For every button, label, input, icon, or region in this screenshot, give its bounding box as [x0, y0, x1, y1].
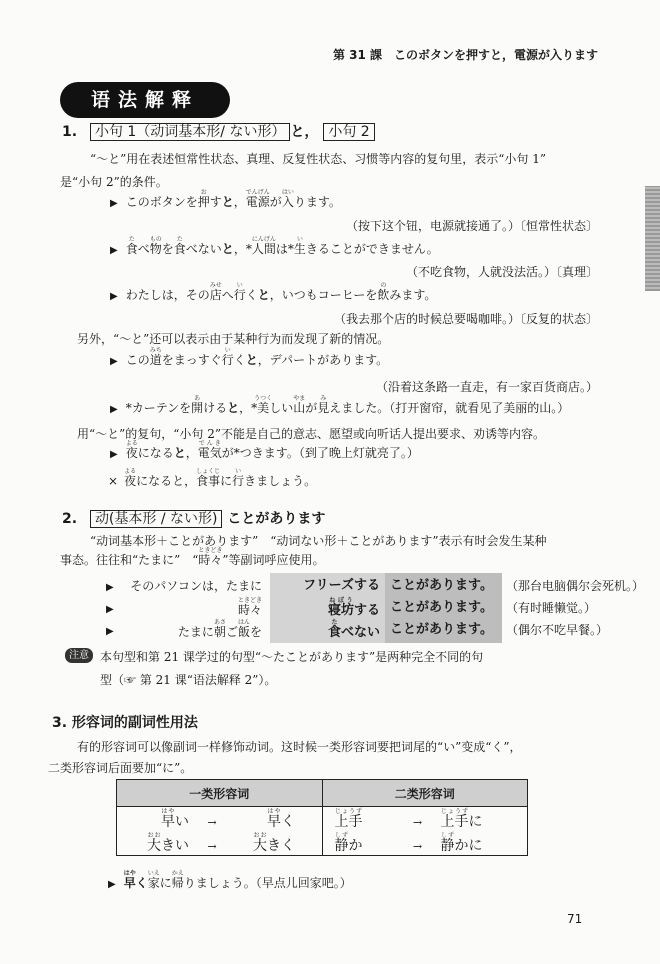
furigana: ときどき — [237, 597, 262, 604]
furigana: い — [232, 468, 245, 475]
kanji: 早 — [123, 876, 136, 890]
section-1-heading — [62, 121, 375, 141]
text-segment — [293, 395, 306, 415]
furigana: ときどき — [198, 547, 223, 554]
text-segment: に — [159, 876, 172, 890]
furigana: かえ — [171, 870, 184, 877]
furigana: い — [293, 236, 306, 243]
text-segment: このボタンを — [125, 195, 198, 209]
paragraph: 用“～と”的复句，“小句 2”不能是自己的意志、愿望或向听话人提出要求、劝诱等内容。 — [77, 427, 545, 441]
kanji: 入 — [281, 195, 294, 209]
bullet-icon: ▶ — [110, 198, 118, 209]
text-segment: と — [257, 288, 270, 302]
table-header: 二类形容词 — [322, 780, 528, 807]
cross-icon: × — [108, 474, 119, 488]
text-segment — [191, 395, 204, 415]
kanji: 食 — [173, 242, 186, 256]
incorrect-example — [108, 468, 316, 489]
text-segment: たまに — [177, 625, 214, 639]
note-icon: 注意 — [65, 648, 93, 663]
note-text: 本句型和第 21 课学过的句型“～たことがあります”是两种完全不同的句 — [100, 650, 484, 664]
pattern-box-clause2: 小句 2 — [323, 123, 374, 141]
text-segment — [147, 870, 160, 890]
kanji: 夜 — [124, 474, 137, 488]
example-sentence — [110, 189, 341, 210]
example-sentence — [108, 870, 352, 891]
furigana: よる — [125, 440, 138, 447]
furigana: あさ — [213, 619, 226, 626]
text-segment — [237, 597, 262, 617]
text-segment — [125, 440, 138, 460]
text-segment — [221, 347, 234, 367]
furigana: お — [197, 189, 210, 196]
furigana: あ — [191, 395, 204, 402]
furigana: みち — [149, 347, 162, 354]
text-segment: が*つきます。（到了晚上灯就亮了。） — [221, 446, 419, 460]
kanji: 食事 — [196, 474, 221, 488]
section-2-number: 2. — [62, 511, 78, 527]
text-segment: か — [348, 837, 363, 854]
furigana: にんげん — [251, 236, 276, 243]
kanji: 生 — [293, 242, 306, 256]
row-lead — [130, 575, 262, 597]
text-segment: みます。 — [389, 288, 437, 302]
text-segment: を — [249, 625, 262, 639]
text-segment: ， — [185, 446, 198, 460]
text-segment — [161, 807, 175, 830]
text-segment: と — [221, 195, 234, 209]
row-lead — [178, 619, 262, 641]
bullet-icon: ▶ — [108, 879, 116, 890]
pattern-rest: ことがあります — [227, 511, 326, 527]
kanji: 大 — [147, 837, 161, 854]
furigana: い — [233, 282, 246, 289]
kanji: 開 — [191, 401, 204, 415]
bullet-icon: ▶ — [106, 626, 114, 637]
text-segment: りましょう。（早点儿回家吧。） — [183, 876, 352, 890]
bullet-icon: ▶ — [110, 356, 118, 367]
text-segment — [173, 236, 186, 256]
text-segment: そのパソコンは，たまに — [130, 579, 262, 593]
text-segment: この — [125, 353, 150, 367]
kanji: 時々 — [198, 553, 223, 567]
furigana: じょうず — [334, 807, 363, 815]
paragraph: 是“小句 2”的条件。 — [60, 175, 168, 189]
text-segment — [197, 189, 210, 209]
text-segment: べ — [137, 242, 150, 256]
kanji: 時々 — [237, 603, 262, 617]
furigana: た — [327, 619, 341, 626]
text-segment — [149, 236, 162, 256]
text-segment — [327, 597, 354, 618]
text-segment — [125, 236, 138, 256]
row-aux: ことがあります。 — [390, 600, 493, 615]
arrow-icon: → — [412, 839, 423, 853]
text-segment: きい — [161, 837, 189, 854]
text-segment — [149, 347, 162, 367]
kanji: 上手 — [440, 813, 469, 830]
text-segment: へ — [221, 288, 234, 302]
bullet-icon: ▶ — [110, 449, 118, 460]
text-segment: ， — [233, 195, 246, 209]
text-segment: かに — [454, 837, 483, 854]
table-row — [117, 831, 528, 856]
example-sentence — [110, 395, 569, 416]
text-segment — [198, 547, 223, 567]
kanji: 行 — [232, 474, 245, 488]
text-segment — [317, 395, 330, 415]
text-segment: に — [468, 813, 483, 830]
text-segment: と — [227, 401, 240, 415]
table-cell — [117, 807, 323, 832]
table-cell — [117, 831, 323, 856]
furigana: の — [377, 282, 390, 289]
furigana: じょうず — [440, 807, 469, 815]
text-segment — [123, 870, 136, 890]
furigana: いえ — [147, 870, 160, 877]
table-cell — [322, 807, 528, 832]
arrow-icon: → — [412, 815, 423, 829]
kanji: 食 — [327, 625, 341, 640]
furigana: しょくじ — [196, 468, 221, 475]
translation: （按下这个钮，电源就接通了。）〔恒常性状态〕 — [345, 219, 598, 233]
kanji: 帰 — [171, 876, 184, 890]
furigana: た — [173, 236, 186, 243]
text-segment: い — [175, 813, 189, 830]
pattern-particle: と， — [290, 124, 319, 140]
running-header: 第 31 課 このボタンを押すと，電源が入ります — [332, 48, 598, 62]
kanji: 飯 — [237, 625, 250, 639]
section-title: 语法解释 — [60, 82, 230, 118]
text-segment: しい — [269, 401, 294, 415]
furigana: はや — [161, 807, 175, 815]
kanji: 家 — [147, 876, 160, 890]
page-number: 71 — [567, 912, 583, 926]
text-segment — [237, 619, 250, 639]
furigana: やま — [293, 395, 306, 402]
row-verb — [328, 619, 380, 641]
text-segment — [233, 282, 246, 302]
text-segment — [293, 236, 306, 256]
text-segment — [440, 831, 455, 854]
furigana: ねぼう — [327, 597, 354, 604]
pattern-box: 动(基本形 / ない形) — [90, 510, 223, 528]
text-segment — [197, 440, 222, 460]
text-segment: 事态。往往和“たまに” “ — [60, 553, 199, 567]
page-edge-tab — [645, 186, 660, 291]
table-row — [117, 807, 528, 832]
text-segment: が — [305, 401, 318, 415]
row-aux: ことがあります。 — [390, 622, 493, 637]
kanji: 行 — [233, 288, 246, 302]
kanji: 早 — [161, 813, 175, 830]
text-segment: きることができません。 — [305, 242, 439, 256]
text-segment: になる — [137, 446, 174, 460]
arrow-icon: → — [207, 839, 217, 853]
furigana: はや — [267, 807, 281, 815]
text-segment: ける — [203, 401, 228, 415]
text-segment: きましょう。 — [244, 474, 317, 488]
furigana: おお — [147, 831, 161, 839]
section-2-heading — [62, 508, 325, 528]
row-translation: （偶尔不吃早餐。） — [506, 623, 609, 637]
example-sentence — [110, 440, 419, 461]
kanji: 夜 — [125, 446, 138, 460]
text-segment — [213, 619, 226, 639]
text-segment: に — [220, 474, 233, 488]
table-header: 一类形容词 — [117, 780, 323, 807]
text-segment — [377, 282, 390, 302]
text-segment: は* — [275, 242, 294, 256]
text-segment — [267, 807, 281, 830]
furigana: しず — [440, 831, 455, 839]
text-segment: を — [161, 242, 174, 256]
kanji: 人間 — [251, 242, 276, 256]
text-segment: えました。（打开窗帘，就看见了美丽的山。） — [329, 401, 570, 415]
row-aux: ことがあります。 — [390, 578, 493, 593]
text-segment: く — [135, 876, 148, 890]
pattern-box-clause1: 小句 1（动词基本形/ ない形） — [90, 123, 291, 141]
text-segment — [209, 282, 222, 302]
text-segment: フリーズする — [303, 578, 380, 593]
text-segment — [281, 189, 294, 209]
text-segment — [196, 468, 221, 488]
kanji: 食 — [125, 242, 138, 256]
text-segment — [253, 831, 267, 854]
paragraph: 另外，“～と”还可以表示由于某种行为而发现了新的情况。 — [77, 332, 390, 346]
row-translation: （那台电脑偶尔会死机。） — [506, 579, 645, 593]
text-segment — [232, 468, 245, 488]
text-segment: きく — [267, 837, 295, 854]
paragraph: “～と”用在表述恒常性状态、真理、反复性状态、习惯等内容的复句里，表示“小句 1” — [90, 152, 546, 166]
example-sentence — [110, 236, 439, 257]
text-segment: く — [245, 288, 258, 302]
kanji: 早 — [267, 813, 281, 830]
text-segment: と — [221, 242, 234, 256]
text-segment: べない — [340, 625, 380, 640]
bullet-icon: ▶ — [106, 604, 114, 615]
text-segment — [440, 807, 469, 830]
kanji: 道 — [149, 353, 162, 367]
kanji: 朝 — [213, 625, 226, 639]
furigana: おお — [253, 831, 267, 839]
kanji: 行 — [221, 353, 234, 367]
text-segment — [245, 189, 270, 209]
text-segment: ”等副词呼应使用。 — [222, 553, 325, 567]
text-segment — [254, 395, 273, 415]
text-segment: ，* — [233, 242, 252, 256]
text-segment — [327, 619, 341, 640]
text-segment: ります。 — [293, 195, 341, 209]
arrow-icon: → — [207, 815, 217, 829]
paragraph: “动词基本形＋ことがあります” “动词ない形＋ことがあります”表示有时会发生某种 — [90, 534, 547, 548]
text-segment — [334, 807, 363, 830]
furigana: でんげん — [245, 189, 270, 196]
text-segment: べない — [185, 242, 222, 256]
row-lead — [238, 597, 262, 619]
example-sentence — [110, 347, 388, 368]
kanji: 上手 — [334, 813, 363, 830]
translation: （不吃食物，人就没法活。）〔真理〕 — [405, 265, 598, 279]
paragraph — [60, 547, 325, 568]
text-segment — [124, 468, 137, 488]
text-segment: く — [233, 353, 246, 367]
kanji: 見 — [317, 401, 330, 415]
furigana: た — [125, 236, 138, 243]
translation: （沿着这条路一直走，有一家百货商店。） — [375, 380, 598, 394]
furigana: み — [317, 395, 330, 402]
text-segment — [334, 831, 349, 854]
furigana: はい — [281, 189, 294, 196]
row-verb — [328, 597, 380, 619]
section-1-number: 1. — [62, 124, 78, 140]
text-segment: が — [269, 195, 282, 209]
kanji: 電源 — [245, 195, 270, 209]
table-cell — [322, 831, 528, 856]
furigana: うつく — [254, 395, 273, 402]
furigana: みせ — [209, 282, 222, 289]
kanji: 静 — [334, 837, 349, 854]
example-sentence — [110, 282, 436, 303]
row-verb — [303, 575, 380, 597]
furigana: もの — [149, 236, 162, 243]
kanji: 店 — [209, 288, 222, 302]
paragraph: 有的形容词可以像副词一样修饰动词。这时候一类形容词要把词尾的“い”变成“く”， — [77, 740, 522, 754]
text-segment: す — [209, 195, 222, 209]
text-segment: ご — [225, 625, 238, 639]
section-3-heading: 3. 形容词的副词性用法 — [52, 715, 198, 731]
kanji: 飲 — [377, 288, 390, 302]
translation: （我去那个店的时候总要喝咖啡。）〔反复的状态〕 — [333, 312, 598, 326]
text-segment — [171, 870, 184, 890]
furigana: しず — [334, 831, 349, 839]
furigana: い — [221, 347, 234, 354]
kanji: 静 — [440, 837, 455, 854]
text-segment: *カーテンを — [125, 401, 192, 415]
text-segment: ，デパートがあります。 — [257, 353, 389, 367]
furigana: はん — [237, 619, 250, 626]
paragraph: 二类形容词后面要加“に”。 — [48, 761, 193, 775]
bullet-icon: ▶ — [110, 291, 118, 302]
text-segment — [147, 831, 161, 854]
kanji: 大 — [253, 837, 267, 854]
furigana: はや — [123, 870, 136, 877]
kanji: 物 — [149, 242, 162, 256]
bullet-icon: ▶ — [106, 582, 114, 593]
kanji: 電気 — [197, 446, 222, 460]
text-segment: になると， — [136, 474, 197, 488]
text-segment: をまっすぐ — [161, 353, 222, 367]
text-segment: と — [173, 446, 186, 460]
adjective-table — [116, 779, 528, 856]
row-translation: （有时睡懒觉。） — [506, 601, 597, 615]
text-segment: と — [245, 353, 258, 367]
kanji: 押 — [197, 195, 210, 209]
kanji: 山 — [293, 401, 306, 415]
text-segment — [251, 236, 276, 256]
text-segment: する — [353, 603, 380, 618]
text-segment: ，* — [239, 401, 258, 415]
furigana: よる — [124, 468, 137, 475]
kanji: 寝坊 — [327, 603, 354, 618]
text-segment: く — [281, 813, 295, 830]
furigana: でんき — [197, 440, 222, 447]
text-segment: ，いつもコーヒーを — [269, 288, 378, 302]
text-segment: わたしは，その — [125, 288, 210, 302]
note-text: 型（☞ 第 21 课“语法解释 2”）。 — [100, 673, 277, 687]
kanji: 美 — [254, 401, 273, 415]
bullet-icon: ▶ — [110, 245, 118, 256]
bullet-icon: ▶ — [110, 404, 118, 415]
